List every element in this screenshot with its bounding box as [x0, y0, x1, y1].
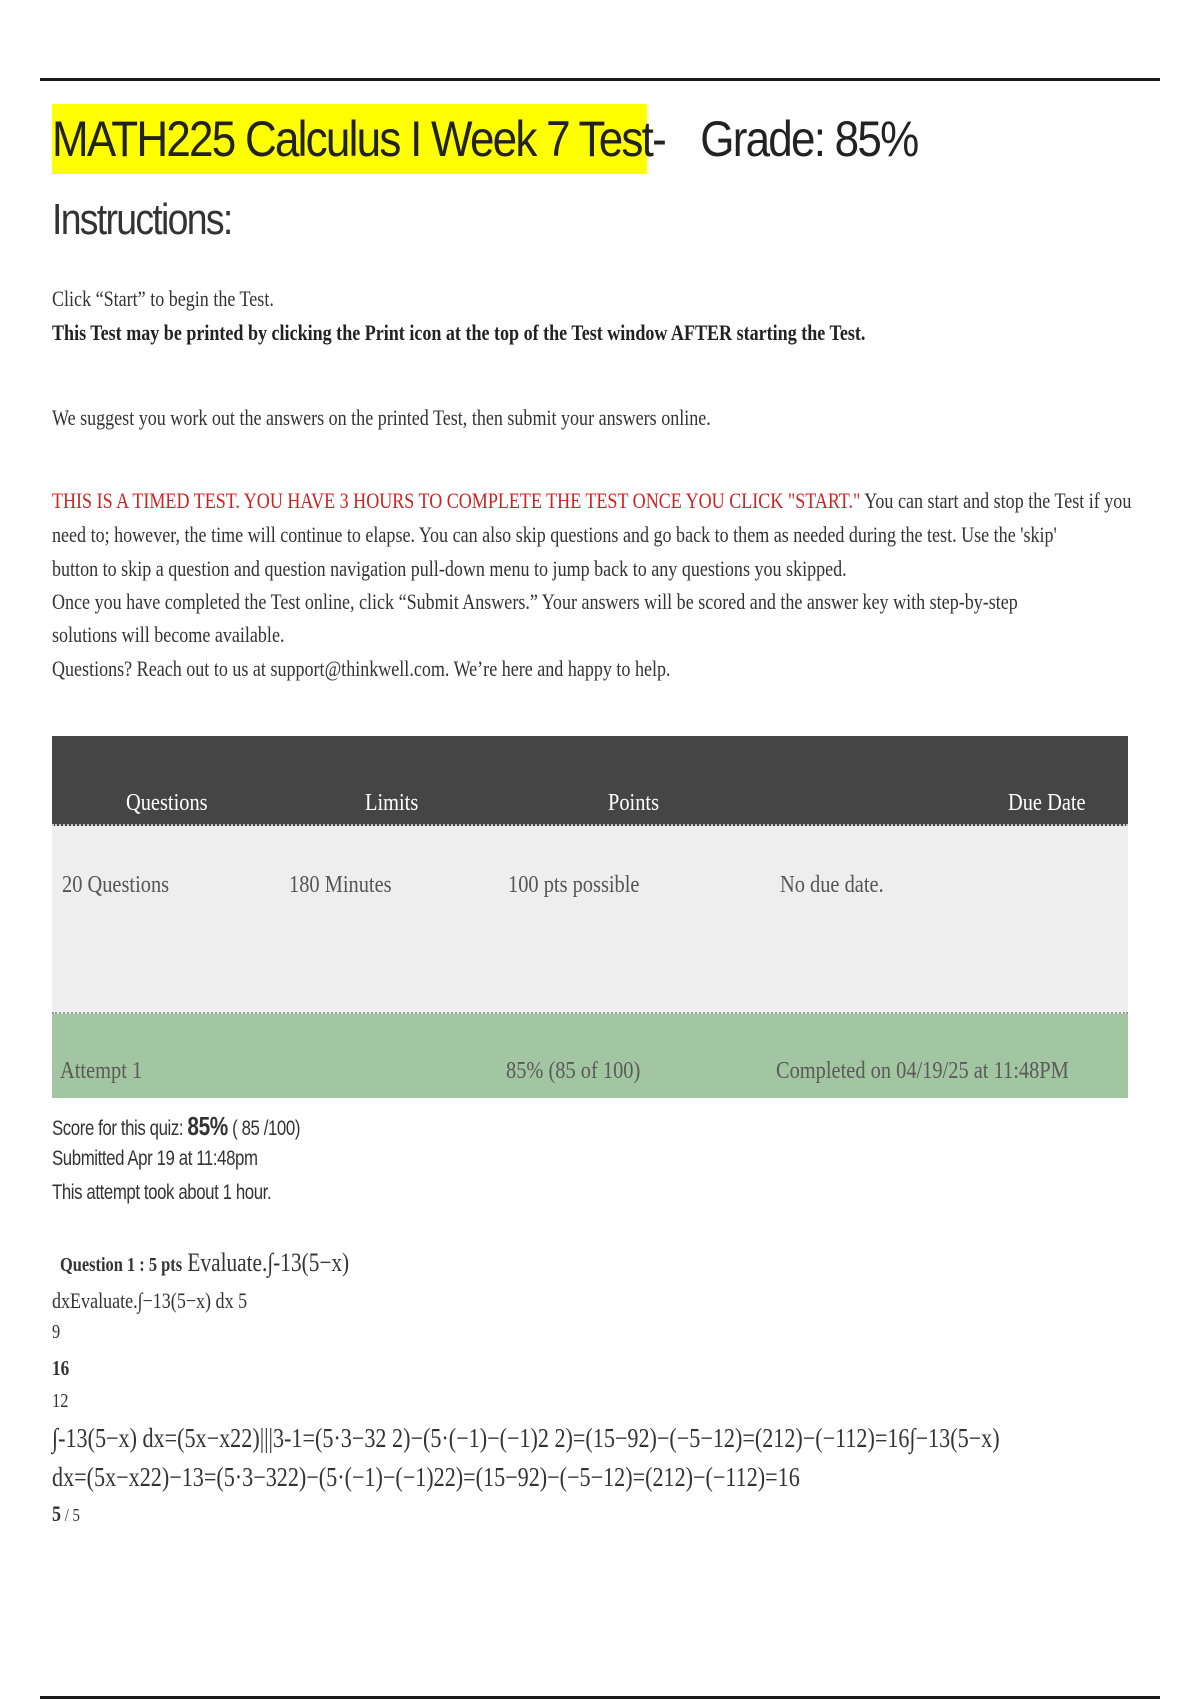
instruction-suggest: We suggest you work out the answers on the printed Test, then submit your answers online.: [52, 405, 711, 430]
instruction-print: This Test may be printed by clicking the Print icon at the top of the Test window AFTER starting the Test.: [52, 320, 866, 345]
question-1-prompt-cont: dxEvaluate.∫−13(5−x) dx 5: [52, 1288, 248, 1313]
attempt-label: Attempt 1: [60, 1058, 143, 1084]
instruction-line: button to skip a question and question navigation pull-down menu to jump back to any questions you skipped.: [52, 556, 847, 581]
quiz-score: [52, 1111, 300, 1142]
attempt-row[interactable]: [52, 1014, 1128, 1098]
score-fraction: ( 85 /100): [227, 1117, 301, 1140]
question-1-prompt: Evaluate.∫-13(5−x): [182, 1248, 350, 1277]
question-1-header: [60, 1248, 349, 1278]
cell-due-date: No due date.: [780, 872, 884, 898]
attempt-completed: Completed on 04/19/25 at 11:48PM: [776, 1058, 1069, 1084]
instructions-heading: Instructions:: [52, 195, 232, 244]
grade-label: Grade: 85%: [700, 111, 918, 167]
cell-limits: 180 Minutes: [289, 872, 392, 898]
instruction-line: solutions will become available.: [52, 622, 285, 647]
question-1-points: Question 1 : 5 pts: [60, 1254, 183, 1276]
attempt-score: 85% (85 of 100): [506, 1058, 641, 1084]
timed-note: You can start and stop the Test if you: [860, 488, 1132, 513]
solution-line-2: dx=(5x−x22)−13=(5·3−322)−(5·(−1)−(−1)22)=(15−92)−(−5−12)=(212)−(−112)=16: [52, 1462, 800, 1492]
header-questions: Questions: [126, 790, 208, 816]
support-line: Questions? Reach out to us at support@thinkwell.com. We’re here and happy to help.: [52, 656, 671, 681]
question-1-score: [52, 1501, 80, 1527]
score-percent: 85%: [187, 1111, 228, 1141]
cell-points: 100 pts possible: [508, 872, 640, 898]
header-due-date: Due Date: [1008, 790, 1086, 816]
submitted-time: Submitted Apr 19 at 11:48pm: [52, 1147, 258, 1170]
bottom-rule: [40, 1696, 1160, 1699]
top-rule: [40, 78, 1160, 81]
header-limits: Limits: [365, 790, 419, 816]
instruction-line: need to; however, the time will continue to elapse. You can also skip questions and go back to them as needed during the test. Use the 'skip': [52, 522, 1057, 547]
answer-option[interactable]: 12: [52, 1390, 69, 1412]
timed-warning: THIS IS A TIMED TEST. YOU HAVE 3 HOURS TO COMPLETE THE TEST ONCE YOU CLICK "START.": [52, 488, 861, 513]
answer-option-correct[interactable]: 16: [52, 1356, 70, 1380]
table-row: [52, 826, 1128, 1014]
cell-questions: 20 Questions: [62, 872, 170, 898]
instruction-line: Once you have completed the Test online, click “Submit Answers.” Your answers will be scored and the answer key with step-by-step: [52, 589, 1018, 614]
points-possible: / 5: [61, 1505, 80, 1525]
answer-option[interactable]: 9: [52, 1321, 61, 1343]
page-title: [52, 104, 918, 174]
solution-line-1: ∫-13(5−x) dx=(5x−x22)|||3-1=(5·3−32 2)−(5·(−1)−(−1)2 2)=(15−92)−(−5−12)=(212)−(−112)=16∫−13(5−x): [52, 1423, 1000, 1453]
test-summary-table: [52, 736, 1128, 1098]
attempt-duration: This attempt took about 1 hour.: [52, 1181, 272, 1204]
timed-test-paragraph: [52, 488, 1131, 514]
instruction-start: Click “Start” to begin the Test.: [52, 286, 274, 311]
table-header: [52, 736, 1128, 826]
points-earned: 5: [52, 1501, 62, 1526]
course-title: MATH225 Calculus I Week 7 Test-: [52, 111, 666, 167]
score-label: Score for this quiz:: [52, 1117, 188, 1140]
header-points: Points: [608, 790, 660, 816]
